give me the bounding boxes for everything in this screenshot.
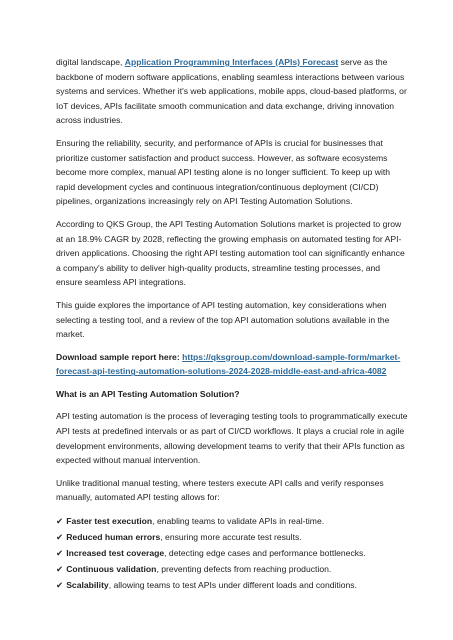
benefit-desc: , allowing teams to test APIs under different loads and conditions. <box>108 580 357 591</box>
list-item <box>56 545 408 561</box>
paragraph-guide-overview: This guide explores the importance of API testing automation, key considerations when selecting a testing tool, and a review of the top API automation solutions available in the market. <box>56 299 390 340</box>
checkmark-icon: ✔ <box>56 548 64 559</box>
checkmark-icon: ✔ <box>56 564 64 575</box>
section-heading: What is an API Testing Automation Solution? <box>56 388 240 399</box>
download-paragraph <box>56 350 408 379</box>
download-label: Download sample report here: <box>56 351 183 362</box>
list-item <box>56 529 408 545</box>
benefit-title: Scalability <box>66 580 109 591</box>
checkmark-icon: ✔ <box>56 580 64 591</box>
benefit-desc: , detecting edge cases and performance bottlenecks. <box>164 548 366 559</box>
benefits-list <box>56 513 408 593</box>
benefit-desc: , ensuring more accurate test results. <box>160 532 302 543</box>
apis-forecast-link[interactable]: Application Programming Interfaces (APIs) Forecast <box>124 57 339 67</box>
intro-pre-text: digital landscape, <box>56 57 125 67</box>
list-item <box>56 577 408 593</box>
download-sample-link[interactable]: https://qksgroup.com/download-sample-form/market-forecast-api-testing-automation-solutions-2024-2028-middle-east-and-africa-4082 <box>56 351 401 377</box>
intro-paragraph <box>56 55 408 128</box>
benefit-title: Reduced human errors <box>66 532 161 543</box>
checkmark-icon: ✔ <box>56 532 64 543</box>
benefit-desc: , preventing defects from reaching production. <box>156 564 332 575</box>
benefit-desc: , enabling teams to validate APIs in real-time. <box>152 516 325 527</box>
list-item <box>56 513 408 529</box>
benefit-title: Continuous validation <box>66 564 157 575</box>
paragraph-comparison: Unlike traditional manual testing, where testers execute API calls and verify responses manually, automated API testing allows for: <box>56 477 384 503</box>
benefit-title: Increased test coverage <box>66 548 165 559</box>
checkmark-icon: ✔ <box>56 516 64 527</box>
paragraph-definition: API testing automation is the process of leveraging testing tools to programmatically execute API tests at predefined intervals or as part of CI/CD workflows. It plays a crucial role in agile development environments, allowing development teams to verify that their APIs function as expected without manual intervention. <box>56 411 408 466</box>
paragraph-reliability: Ensuring the reliability, security, and performance of APIs is crucial for businesses that prioritize customer satisfaction and product success. However, as software ecosystems become more complex, manual API testing alone is no longer sufficient. To keep up with rapid development cycles and continuous integration/continuous deployment (CI/CD) pipelines, organizations increasingly rely on API Testing Automation Solutions. <box>56 137 391 207</box>
benefit-title: Faster test execution <box>66 516 153 527</box>
intro-post-text: serve as the backbone of modern software applications, enabling seamless interactions between various systems and services. Whether it's web applications, mobile apps, cloud-based platforms, or IoT devices, APIs facilitate smooth communication and data exchange, driving innovation across industries. <box>56 57 407 126</box>
paragraph-market-growth: According to QKS Group, the API Testing Automation Solutions market is projected to grow at an 18.9% CAGR by 2028, reflecting the growing emphasis on automated testing for API-driven applications. Choosing the right API testing automation tool can significantly enhance a company's ability to deliver high-quality products, streamline testing processes, and ensure seamless API integrations. <box>56 218 405 288</box>
list-item <box>56 561 408 577</box>
